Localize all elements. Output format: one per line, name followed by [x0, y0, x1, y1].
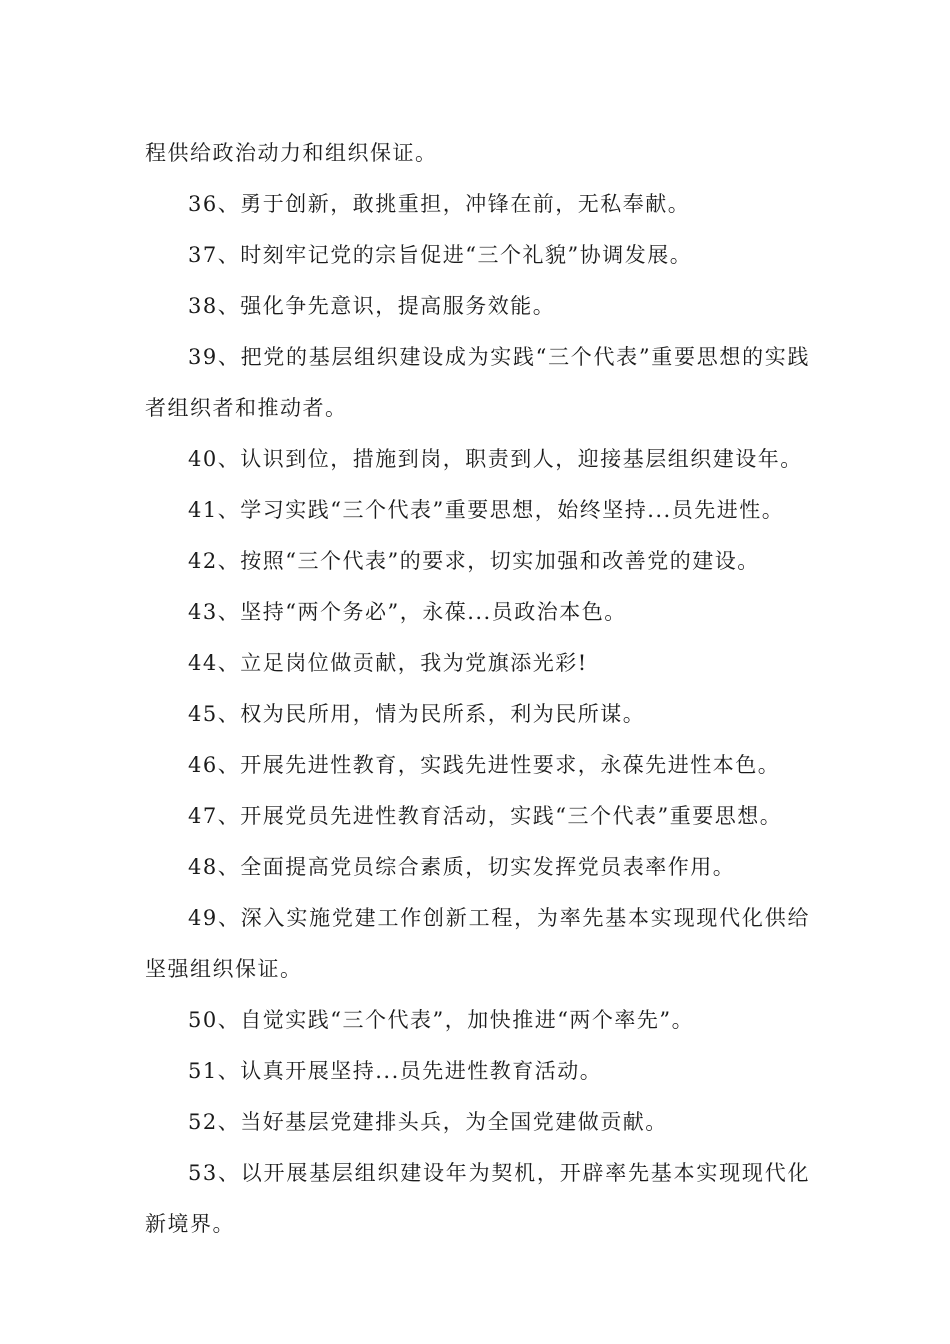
slogan-item-42: 42、按照“三个代表”的要求，切实加强和改善党的建设。	[188, 549, 760, 573]
slogan-item-36: 36、勇于创新，敢挑重担，冲锋在前，无私奉献。	[188, 192, 691, 216]
slogan-item-47: 47、开展党员先进性教育活动，实践“三个代表”重要思想。	[188, 804, 783, 828]
slogan-item-53: 53、以开展基层组织建设年为契机，开辟率先基本实现现代化新境界。	[145, 1161, 810, 1236]
slogan-item-51: 51、认真开展坚持...员先进性教育活动。	[188, 1059, 603, 1083]
slogan-item-46: 46、开展先进性教育，实践先进性要求，永葆先进性本色。	[188, 753, 781, 777]
document-body	[145, 128, 810, 1250]
slogan-item-41: 41、学习实践“三个代表”重要思想，始终坚持...员先进性。	[188, 498, 785, 522]
paragraph-continuation: 程供给政治动力和组织保证。	[145, 141, 438, 165]
slogan-item-38: 38、强化争先意识，提高服务效能。	[188, 294, 556, 318]
slogan-item-45: 45、权为民所用，情为民所系，利为民所谋。	[188, 702, 646, 726]
slogan-item-50: 50、自觉实践“三个代表”，加快推进“两个率先”。	[188, 1008, 695, 1032]
slogan-item-44: 44、立足岗位做贡献，我为党旗添光彩!	[188, 651, 588, 675]
slogan-item-43: 43、坚持“两个务必”，永葆...员政治本色。	[188, 600, 627, 624]
slogan-item-39: 39、把党的基层组织建设成为实践“三个代表”重要思想的实践者组织者和推动者。	[145, 345, 810, 420]
slogan-item-52: 52、当好基层党建排头兵，为全国党建做贡献。	[188, 1110, 668, 1134]
slogan-item-37: 37、时刻牢记党的宗旨促进“三个礼貌”协调发展。	[188, 243, 693, 267]
slogan-item-40: 40、认识到位，措施到岗，职责到人，迎接基层组织建设年。	[188, 447, 803, 471]
slogan-item-48: 48、全面提高党员综合素质，切实发挥党员表率作用。	[188, 855, 736, 879]
slogan-item-49: 49、深入实施党建工作创新工程，为率先基本实现现代化供给坚强组织保证。	[145, 906, 810, 981]
